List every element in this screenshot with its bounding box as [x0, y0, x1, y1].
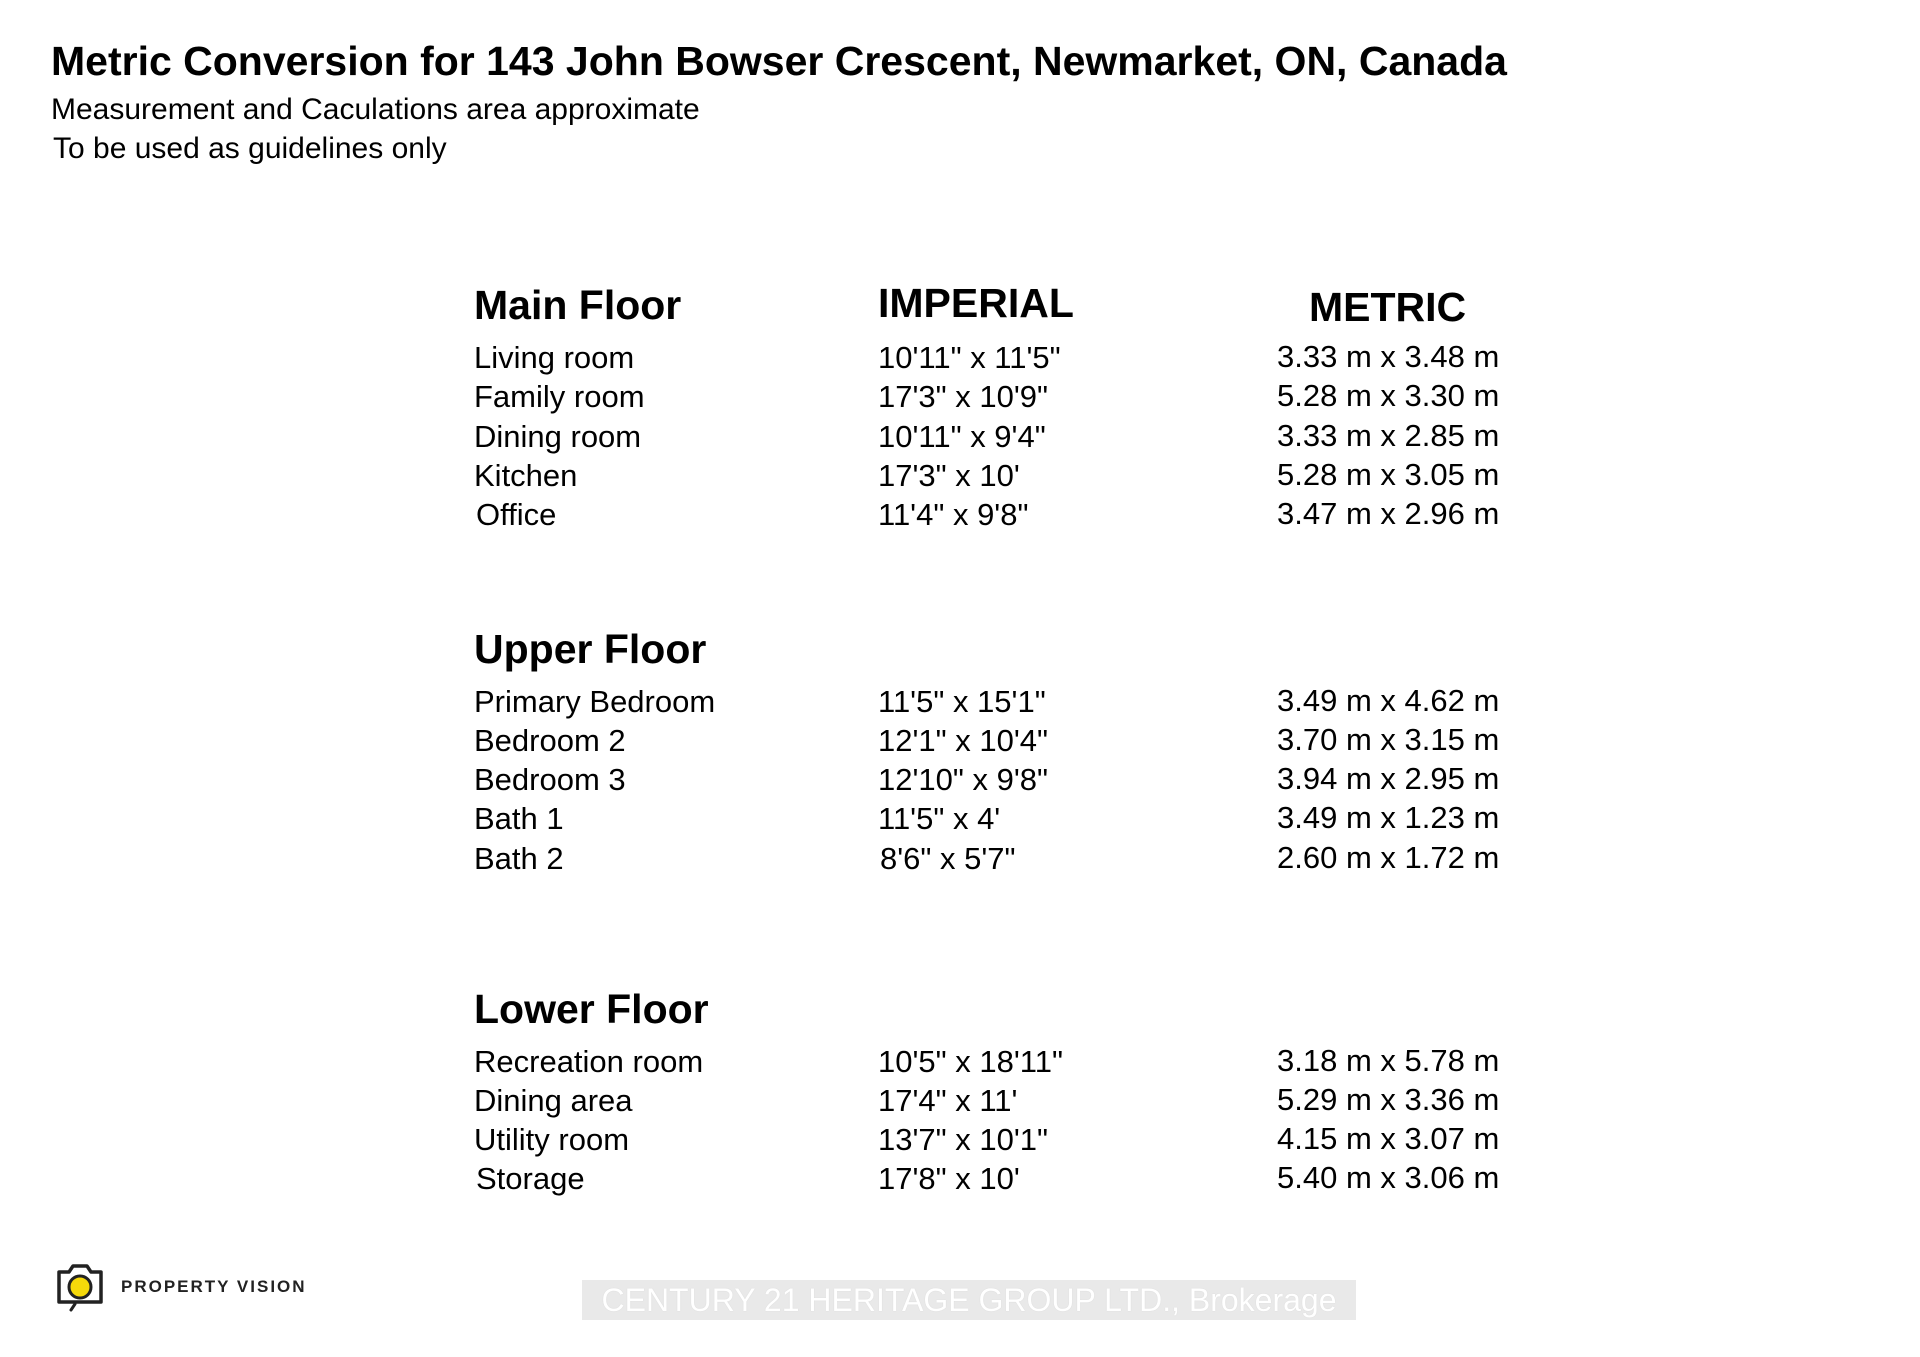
room-metric: 3.18 m x 5.78 m [1277, 1043, 1500, 1078]
brokerage-watermark: CENTURY 21 HERITAGE GROUP LTD., Brokerage [582, 1280, 1356, 1320]
page-title: Metric Conversion for 143 John Bowser Crescent, Newmarket, ON, Canada [51, 38, 1507, 84]
room-name: Bath 2 [474, 841, 564, 876]
room-name: Bedroom 2 [474, 723, 626, 758]
room-imperial: 8'6" x 5'7" [880, 841, 1016, 876]
section-title-upper-floor: Upper Floor [474, 626, 707, 672]
room-imperial: 11'5" x 15'1" [878, 684, 1046, 719]
room-imperial: 17'8" x 10' [878, 1161, 1020, 1196]
room-metric: 5.28 m x 3.30 m [1277, 378, 1500, 413]
room-name: Kitchen [474, 458, 578, 493]
room-metric: 5.40 m x 3.06 m [1277, 1160, 1500, 1195]
room-name: Office [476, 497, 557, 532]
room-name: Bedroom 3 [474, 762, 626, 797]
room-metric: 3.70 m x 3.15 m [1277, 722, 1500, 757]
room-name: Living room [474, 340, 635, 375]
room-name: Primary Bedroom [474, 684, 716, 719]
room-imperial: 10'5" x 18'11" [878, 1044, 1063, 1079]
room-name: Storage [476, 1161, 585, 1196]
column-header-metric: METRIC [1309, 284, 1467, 330]
subtitle-approximate: Measurement and Caculations area approximate [51, 93, 700, 126]
subtitle-guidelines: To be used as guidelines only [53, 132, 447, 165]
column-header-imperial: IMPERIAL [878, 280, 1074, 326]
camera-icon [53, 1262, 109, 1312]
room-name: Recreation room [474, 1044, 704, 1079]
room-name: Bath 1 [474, 801, 564, 836]
room-metric: 3.49 m x 1.23 m [1277, 800, 1500, 835]
room-metric: 3.33 m x 2.85 m [1277, 418, 1500, 453]
room-metric: 3.47 m x 2.96 m [1277, 496, 1500, 531]
room-metric: 3.94 m x 2.95 m [1277, 761, 1500, 796]
room-imperial: 13'7" x 10'1" [878, 1122, 1049, 1157]
room-metric: 3.49 m x 4.62 m [1277, 683, 1500, 718]
room-name: Dining area [474, 1083, 633, 1118]
property-vision-logo [53, 1262, 307, 1312]
room-imperial: 17'4" x 11' [878, 1083, 1018, 1118]
room-imperial: 17'3" x 10' [878, 458, 1020, 493]
section-title-lower-floor: Lower Floor [474, 986, 709, 1032]
room-name: Dining room [474, 419, 642, 454]
room-imperial: 10'11" x 9'4" [878, 419, 1046, 454]
room-imperial: 12'10" x 9'8" [878, 762, 1049, 797]
logo-text: PROPERTY VISION [121, 1277, 307, 1296]
room-imperial: 17'3" x 10'9" [878, 379, 1049, 414]
room-name: Utility room [474, 1122, 630, 1157]
room-imperial: 12'1" x 10'4" [878, 723, 1049, 758]
room-imperial: 11'5" x 4' [878, 801, 1001, 836]
room-metric: 5.29 m x 3.36 m [1277, 1082, 1500, 1117]
room-name: Family room [474, 379, 645, 414]
room-metric: 4.15 m x 3.07 m [1277, 1121, 1500, 1156]
room-metric: 3.33 m x 3.48 m [1277, 339, 1500, 374]
room-metric: 2.60 m x 1.72 m [1277, 840, 1500, 875]
room-metric: 5.28 m x 3.05 m [1277, 457, 1500, 492]
room-imperial: 11'4" x 9'8" [878, 497, 1029, 532]
section-title-main-floor: Main Floor [474, 282, 682, 328]
room-imperial: 10'11" x 11'5" [878, 340, 1061, 375]
